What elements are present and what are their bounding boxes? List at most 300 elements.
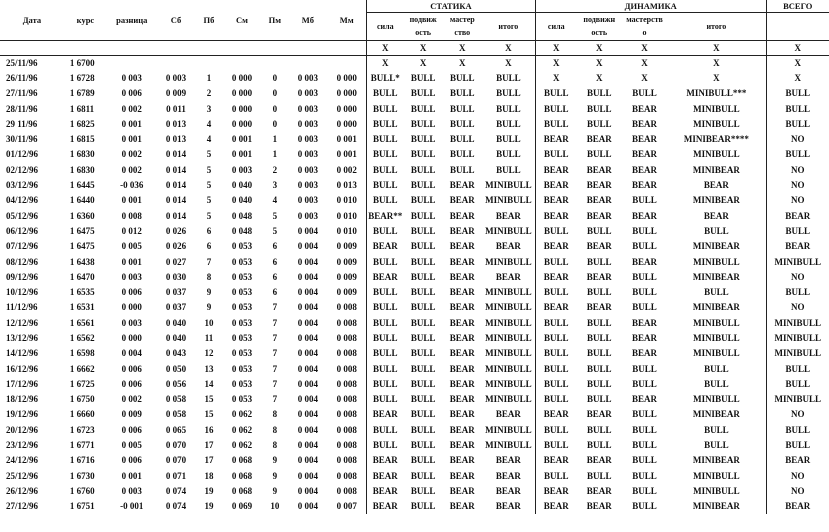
stat-podvizh-cell: BULL (410, 348, 436, 359)
din-sila-cell: BEAR (535, 193, 576, 208)
vsego-cell: BEAR (766, 499, 829, 514)
sm-cell: 0 062 (231, 409, 253, 420)
vsego-cell: BULL (766, 147, 829, 162)
pm-cell: 8 (272, 409, 278, 420)
stat-podvizh-cell: BULL (410, 455, 436, 466)
sm-cell: 0 000 (231, 118, 253, 129)
header-din-master-2: о (622, 26, 667, 41)
mb-cell: 0 004 (297, 317, 318, 328)
din-itogo-cell: MINIBEAR (692, 409, 740, 420)
table-row (0, 285, 829, 300)
stat-sila-cell: BULL (367, 254, 404, 269)
mb-cell: 0 004 (297, 455, 318, 466)
din-master-cell: BEAR (632, 256, 658, 267)
x-cell: X (766, 41, 829, 56)
kurs-cell: 1 6760 (69, 485, 95, 496)
mm-cell: 0 008 (336, 363, 357, 374)
mm-cell: 0 009 (336, 256, 357, 267)
sb-cell: 0 026 (165, 241, 187, 252)
table-row (0, 56, 829, 71)
vsego-cell: NO (766, 469, 829, 484)
sb-cell: 0 050 (165, 363, 187, 374)
table-row (0, 331, 829, 346)
sb-cell: 0 074 (165, 485, 187, 496)
vsego-cell: BULL (766, 101, 829, 116)
stat-sila-cell: BEAR (367, 453, 404, 468)
mb-cell: 0 004 (297, 287, 318, 298)
mm-cell: 0 010 (336, 210, 357, 221)
stat-master-cell: BULL (450, 88, 475, 99)
stat-sila-cell: BULL (367, 224, 404, 239)
stat-sila-cell: BULL (367, 361, 404, 376)
mm-cell: 0 009 (336, 241, 357, 252)
vsego-cell: NO (766, 270, 829, 285)
stat-sila-cell: BULL (367, 285, 404, 300)
vsego-cell: BULL (766, 224, 829, 239)
stat-master-cell: BULL (450, 118, 475, 129)
vsego-cell: X (766, 71, 829, 86)
kurs-cell: 1 6815 (69, 134, 95, 145)
pm-cell: 7 (272, 363, 278, 374)
date-cell: 26/12/96 (6, 485, 39, 496)
vsego-cell: NO (766, 193, 829, 208)
kurs-cell: 1 6438 (69, 256, 95, 267)
vsego-cell: BULL (766, 117, 829, 132)
sb-cell: 0 074 (165, 501, 187, 512)
pm-cell: 6 (272, 256, 278, 267)
din-itogo-cell: MINIBULL (693, 332, 740, 343)
stat-podvizh-cell: BULL (410, 485, 436, 496)
stat-itogo-cell: MINIBULL (485, 394, 532, 405)
table-row (0, 86, 829, 101)
stat-sila-cell: BULL (367, 101, 404, 116)
raznica-cell: 0 004 (121, 348, 142, 359)
din-itogo-cell: MINIBULL*** (686, 88, 747, 99)
raznica-cell: 0 006 (121, 424, 142, 435)
stat-sila-cell: BULL (367, 316, 404, 331)
mb-cell: 0 003 (297, 210, 318, 221)
sb-cell: 0 014 (165, 180, 187, 191)
mb-cell: 0 004 (297, 363, 318, 374)
din-podvizh-cell: BULL (586, 103, 612, 114)
pb-cell: 11 (204, 332, 214, 343)
mm-cell: 0 000 (336, 103, 357, 114)
mb-cell: 0 003 (297, 149, 318, 160)
kurs-cell: 1 6445 (69, 180, 95, 191)
din-itogo-cell: MINIBULL (693, 103, 740, 114)
header-vsego-blank (766, 13, 829, 41)
sb-cell: 0 043 (165, 348, 187, 359)
din-podvizh-cell: BULL (586, 149, 612, 160)
table-row (0, 469, 829, 484)
pm-cell: 0 (272, 118, 278, 129)
pm-cell: 0 (272, 88, 278, 99)
kurs-cell: 1 6535 (69, 287, 95, 298)
pm-cell: 6 (272, 241, 278, 252)
din-itogo-cell: X (713, 72, 720, 83)
date-cell: 20/12/96 (6, 424, 39, 435)
din-sila-cell: X (535, 56, 576, 71)
x-cell: X (459, 42, 466, 53)
stat-podvizh-cell: BULL (410, 149, 436, 160)
raznica-cell: 0 001 (121, 118, 142, 129)
din-itogo-cell: BULL (704, 225, 729, 236)
vsego-cell: BULL (766, 361, 829, 376)
stat-itogo-cell: BEAR (495, 470, 521, 481)
pb-cell: 6 (206, 225, 212, 236)
raznica-cell: 0 008 (121, 210, 142, 221)
din-master-cell: BEAR (632, 164, 658, 175)
stat-master-cell: BULL (450, 72, 475, 83)
stat-itogo-cell: BEAR (495, 409, 521, 420)
stat-itogo-cell: MINIBULL (485, 363, 532, 374)
mm-cell: 0 008 (336, 302, 357, 313)
stat-sila-cell: BULL (367, 423, 404, 438)
sb-cell: 0 014 (165, 210, 187, 221)
din-podvizh-cell: BULL (586, 256, 612, 267)
din-sila-cell: BEAR (535, 453, 576, 468)
pb-cell: 17 (204, 440, 214, 451)
vsego-cell: BULL (766, 377, 829, 392)
date-cell: 24/12/96 (6, 455, 39, 466)
pm-cell: 5 (272, 210, 278, 221)
vsego-cell: BULL (766, 86, 829, 101)
date-cell: 25/11/96 (0, 56, 64, 71)
din-master-cell: BEAR (632, 149, 658, 160)
din-master-cell: BULL (632, 287, 657, 298)
x-cell: X (419, 42, 427, 53)
stat-itogo-cell: BEAR (495, 455, 521, 466)
din-podvizh-cell: BEAR (586, 241, 612, 252)
header-sm: См (222, 0, 261, 41)
sb-cell: 0 071 (165, 470, 187, 481)
mm-cell: 0 008 (336, 485, 357, 496)
vsego-cell: BULL (766, 285, 829, 300)
stat-master-cell: BEAR (449, 210, 475, 221)
pm-cell: 7 (272, 348, 278, 359)
din-podvizh-cell: X (595, 72, 603, 83)
stat-sila-cell: BULL (367, 178, 404, 193)
stat-podvizh-cell: BULL (410, 501, 436, 512)
din-master-cell: BEAR (632, 134, 658, 145)
mb-cell: 0 004 (297, 485, 318, 496)
stat-itogo-cell: BEAR (495, 501, 521, 512)
din-podvizh-cell: BEAR (586, 134, 612, 145)
din-master-cell: BULL (632, 363, 657, 374)
x-cell: X (505, 42, 512, 53)
raznica-cell: 0 002 (121, 164, 142, 175)
stat-podvizh-cell: BULL (410, 72, 436, 83)
kurs-cell: 1 6360 (69, 210, 95, 221)
table-row (0, 224, 829, 239)
pb-cell: 3 (206, 103, 212, 114)
din-podvizh-cell: X (577, 56, 622, 71)
date-cell: 05/12/96 (6, 210, 39, 221)
header-stat-sila: сила (367, 13, 404, 41)
sm-cell: 0 003 (231, 164, 253, 175)
sm-cell: 0 048 (231, 210, 253, 221)
sm-cell: 0 053 (231, 378, 253, 389)
mm-cell: 0 001 (336, 149, 357, 160)
mb-cell: 0 004 (297, 348, 318, 359)
stat-podvizh-cell: BULL (410, 394, 436, 405)
stat-podvizh-cell: BULL (410, 470, 436, 481)
mb-cell: 0 003 (297, 164, 318, 175)
kurs-cell: 1 6440 (69, 195, 95, 206)
stat-master-cell: BEAR (449, 470, 475, 481)
header-kurs: курс (64, 0, 107, 41)
mb-cell: 0 003 (297, 134, 318, 145)
din-itogo-cell: BULL (704, 378, 729, 389)
mm-cell: 0 008 (336, 409, 357, 420)
sb-cell (156, 56, 195, 71)
raznica-cell: 0 006 (121, 363, 142, 374)
raznica-cell: 0 005 (121, 241, 142, 252)
header-statika: СТАТИКА (367, 0, 536, 13)
stat-podvizh-cell: BULL (410, 287, 436, 298)
pm-cell: 0 (272, 103, 278, 114)
din-master-cell: BULL (632, 378, 657, 389)
date-cell: 26/11/96 (6, 72, 38, 83)
stat-sila-cell: X (367, 56, 404, 71)
mm-cell (327, 56, 366, 71)
stat-itogo-cell: MINIBULL (485, 287, 532, 298)
stat-master-cell: BEAR (449, 363, 475, 374)
stat-itogo-cell: BULL (496, 149, 521, 160)
pb-cell: 7 (206, 256, 212, 267)
din-podvizh-cell: BULL (586, 88, 612, 99)
stat-itogo-cell: MINIBULL (485, 440, 532, 451)
x-cell: X (595, 42, 603, 53)
stat-podvizh-cell: BULL (410, 424, 436, 435)
kurs-cell: 1 6811 (69, 103, 95, 114)
mm-cell: 0 008 (336, 317, 357, 328)
mb-cell (288, 56, 327, 71)
stat-master-cell: BEAR (449, 241, 475, 252)
date-cell: 18/12/96 (6, 394, 39, 405)
din-sila-cell: BULL (535, 316, 576, 331)
kurs-cell: 1 6660 (69, 409, 95, 420)
sb-cell: 0 011 (166, 103, 186, 114)
din-podvizh-cell: BEAR (586, 164, 612, 175)
raznica-cell (107, 56, 156, 71)
table-row (0, 163, 829, 178)
stat-podvizh-cell: BULL (410, 225, 436, 236)
header-stat-master-2: ство (443, 26, 482, 41)
din-podvizh-cell: BULL (586, 348, 612, 359)
stat-itogo-cell: BULL (496, 134, 521, 145)
din-itogo-cell: MINIBULL (693, 256, 740, 267)
din-master-cell: BULL (632, 409, 657, 420)
vsego-cell: BEAR (766, 239, 829, 254)
din-podvizh-cell: BEAR (586, 455, 612, 466)
vsego-cell: BULL (766, 423, 829, 438)
kurs-cell: 1 6750 (69, 394, 95, 405)
sm-cell: 0 053 (231, 271, 253, 282)
date-cell: 28/11/96 (6, 103, 38, 114)
din-sila-cell: BEAR (535, 208, 576, 223)
pm-cell: 7 (272, 332, 278, 343)
mb-cell: 0 004 (297, 394, 318, 405)
pm-cell (262, 56, 289, 71)
sm-cell: 0 001 (231, 149, 253, 160)
date-cell: 04/12/96 (6, 195, 39, 206)
vsego-cell: NO (766, 132, 829, 147)
raznica-cell: 0 003 (121, 485, 142, 496)
vsego-cell: NO (766, 163, 829, 178)
stat-itogo-cell: BEAR (495, 210, 521, 221)
pb-cell: 1 (206, 72, 212, 83)
din-sila-cell: BULL (535, 147, 576, 162)
stat-podvizh-cell: BULL (410, 118, 436, 129)
pm-cell: 9 (272, 470, 278, 481)
stat-podvizh-cell: BULL (410, 256, 436, 267)
din-podvizh-cell: BULL (586, 225, 612, 236)
stat-master-cell: BEAR (449, 455, 475, 466)
pb-cell: 2 (206, 88, 212, 99)
mb-cell: 0 003 (297, 195, 318, 206)
date-cell: 19/12/96 (6, 409, 39, 420)
table-row (0, 377, 829, 392)
sb-cell: 0 013 (165, 118, 187, 129)
stat-sila-cell: BULL (367, 147, 404, 162)
pm-cell: 7 (272, 378, 278, 389)
din-sila-cell: BEAR (535, 132, 576, 147)
stat-master-cell: BEAR (449, 317, 475, 328)
din-sila-cell: X (535, 71, 576, 86)
stat-master-cell: BULL (450, 103, 475, 114)
din-sila-cell: BEAR (535, 484, 576, 499)
raznica-cell: 0 003 (121, 271, 142, 282)
din-sila-cell: BULL (535, 469, 576, 484)
stat-sila-cell: BEAR (367, 499, 404, 514)
sm-cell: 0 053 (231, 394, 253, 405)
kurs-cell: 1 6751 (69, 501, 95, 512)
stat-podvizh-cell: BULL (410, 134, 436, 145)
kurs-cell: 1 6789 (69, 88, 95, 99)
mm-cell: 0 009 (336, 271, 357, 282)
sm-cell: 0 053 (231, 256, 253, 267)
sm-cell: 0 053 (231, 302, 253, 313)
mb-cell: 0 004 (297, 256, 318, 267)
sm-cell: 0 001 (231, 134, 253, 145)
stat-sila-cell: BULL (367, 86, 404, 101)
header-stat-podvizh-1: подвиж (409, 14, 437, 24)
din-itogo-cell: MINIBEAR (692, 195, 740, 206)
sm-cell: 0 048 (231, 225, 253, 236)
din-sila-cell: BULL (535, 101, 576, 116)
stat-podvizh-cell: BULL (410, 363, 436, 374)
stat-master-cell: BEAR (449, 409, 475, 420)
din-master-cell: X (641, 72, 648, 83)
kurs-cell: 1 6728 (69, 72, 95, 83)
din-sila-cell: BULL (535, 361, 576, 376)
stat-itogo-cell: BULL (496, 72, 521, 83)
din-sila-cell: BEAR (535, 300, 576, 315)
din-sila-cell: BULL (535, 224, 576, 239)
din-podvizh-cell: BEAR (586, 210, 612, 221)
raznica-cell: 0 006 (121, 455, 142, 466)
pm-cell: 8 (272, 440, 278, 451)
sm-cell: 0 053 (231, 287, 253, 298)
sb-cell: 0 070 (165, 455, 187, 466)
pm-cell: 6 (272, 287, 278, 298)
din-master-cell: BEAR (632, 118, 658, 129)
x-cell: X (535, 41, 576, 56)
stat-podvizh-cell: BULL (410, 195, 436, 206)
pb-cell: 13 (204, 363, 214, 374)
pb-cell: 9 (206, 287, 212, 298)
x-cell: X (713, 42, 720, 53)
table-row (0, 178, 829, 193)
kurs-cell: 1 6730 (69, 470, 95, 481)
table-row (0, 423, 829, 438)
mb-cell: 0 003 (297, 180, 318, 191)
date-cell: 01/12/96 (6, 149, 39, 160)
kurs-cell: 1 6716 (69, 455, 95, 466)
din-sila-cell: BULL (535, 377, 576, 392)
header-pm: Пм (262, 0, 289, 41)
din-podvizh-cell: BULL (586, 363, 612, 374)
mb-cell: 0 004 (297, 409, 318, 420)
stat-sila-cell: BULL (367, 117, 404, 132)
din-podvizh-cell: BEAR (586, 409, 612, 420)
din-itogo-cell: MINIBEAR (692, 302, 740, 313)
din-itogo-cell: MINIBULL (693, 394, 740, 405)
mm-cell: 0 000 (336, 118, 357, 129)
stat-master-cell: BEAR (449, 348, 475, 359)
kurs-cell: 1 6470 (69, 271, 95, 282)
stat-podvizh-cell: BULL (410, 302, 436, 313)
table-row (0, 239, 829, 254)
stat-sila-cell: BULL (367, 331, 404, 346)
din-sila-cell: BULL (535, 254, 576, 269)
mm-cell: 0 008 (336, 440, 357, 451)
raznica-cell: 0 003 (121, 72, 142, 83)
kurs-cell: 1 6561 (69, 317, 95, 328)
pb-cell: 5 (206, 164, 212, 175)
date-cell: 25/12/96 (6, 470, 39, 481)
date-cell: 11/12/96 (6, 302, 38, 313)
date-cell: 27/12/96 (6, 501, 39, 512)
header-mb: Мб (288, 0, 327, 41)
stat-sila-cell: BEAR (367, 407, 404, 422)
date-cell: 17/12/96 (6, 378, 39, 389)
stat-itogo-cell: MINIBULL (485, 302, 532, 313)
kurs-cell: 1 6771 (69, 440, 95, 451)
mm-cell: 0 008 (336, 378, 357, 389)
mm-cell: 0 001 (336, 134, 357, 145)
header-stat-master-1: мастер (449, 14, 475, 24)
stat-itogo-cell: BULL (496, 118, 521, 129)
stat-master-cell: X (443, 56, 482, 71)
sb-cell: 0 014 (165, 195, 187, 206)
raznica-cell: -0 001 (120, 501, 144, 512)
din-itogo-cell: MINIBULL (693, 470, 740, 481)
pm-cell: 5 (272, 225, 278, 236)
table-row (0, 132, 829, 147)
vsego-cell: BEAR (766, 453, 829, 468)
raznica-cell: 0 002 (121, 103, 142, 114)
stat-podvizh-cell: BULL (410, 271, 436, 282)
stat-sila-cell: BULL (367, 163, 404, 178)
pm-cell: 2 (272, 164, 278, 175)
stat-podvizh-cell: BULL (410, 164, 436, 175)
din-sila-cell: BEAR (535, 270, 576, 285)
din-master-cell: BEAR (632, 317, 658, 328)
table-row (0, 254, 829, 269)
x-cell: X (641, 42, 648, 53)
